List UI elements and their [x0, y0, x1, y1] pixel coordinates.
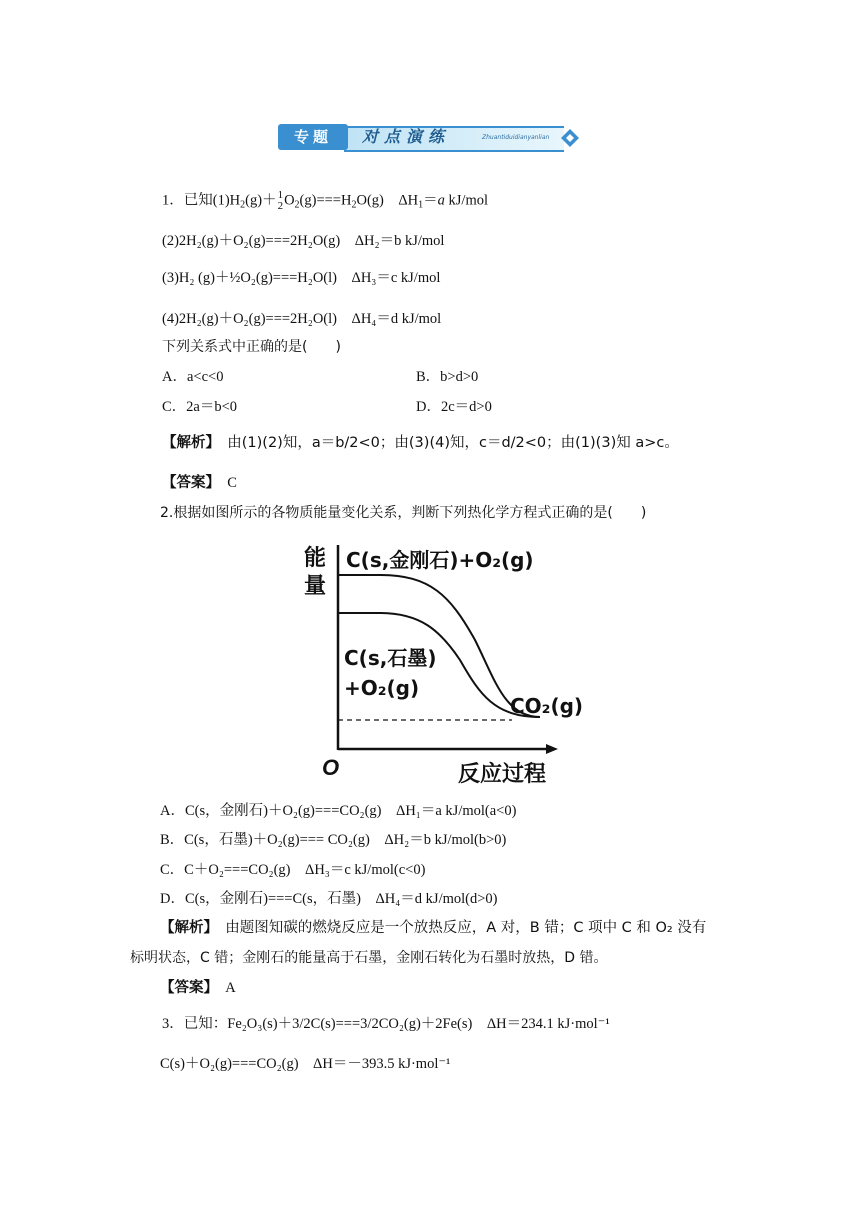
analysis-label: 【解析】	[160, 920, 211, 936]
graphite-label-1: C(s,石墨)	[344, 646, 437, 670]
banner-title: 对点演练	[362, 127, 451, 146]
banner-tag: 专题	[278, 124, 348, 150]
energy-chart	[300, 535, 590, 790]
fraction: 1 2	[277, 189, 284, 212]
answer-label: 【答案】	[162, 475, 213, 491]
q2-answer	[160, 978, 236, 998]
x-axis-arrow	[546, 744, 558, 754]
q1-eq3: (3)H₂ (g)＋½O₂(g)===H₂O(l) ΔH₃＝c kJ/mol	[162, 270, 441, 286]
origin-label: O	[322, 755, 340, 780]
q2-option-d: D．C(s，金刚石)===C(s，石墨) ΔH₄＝d kJ/mol(d>0)	[160, 891, 498, 907]
q2-option-b: B．C(s，石墨)＋O₂(g)=== CO₂(g) ΔH₂＝b kJ/mol(b>0)	[160, 832, 507, 848]
answer-label: 【答案】	[160, 980, 211, 996]
section-banner	[278, 124, 582, 152]
q1-answer	[162, 473, 237, 493]
y-axis-label-1: 能	[304, 546, 327, 571]
q1-eq1: 1．已知$(1)H_2(g)+$ 1 2 $O_2(g)===H_2O(g)$ $\Delta H_1=a$ kJ/mol	[162, 189, 489, 212]
q2-question: 2.根据如图所示的各物质能量变化关系，判断下列热化学方程式正确的是( )	[160, 505, 647, 521]
x-axis-label: 反应过程	[458, 762, 547, 787]
q2-analysis-line2: 标明状态，C 错；金刚石的能量高于石墨，金刚石转化为石墨时放热，D 错。	[130, 950, 608, 966]
answer-value: C	[227, 475, 237, 491]
analysis-text: 由(1)(2)知，a＝b/2<0；由(3)(4)知，c＝d/2<0；由(1)(3)知 a>c。	[227, 435, 679, 451]
q1-option-c: C．2a＝b<0	[162, 399, 238, 415]
q1-eq4: (4)2H₂(g)＋O₂(g)===2H₂O(l) ΔH₄＝d kJ/mol	[162, 311, 442, 327]
q1-option-a: A．a<c<0	[162, 369, 224, 385]
q1-question: 下列关系式中正确的是( )	[162, 339, 341, 355]
q3-line1: 3．已知：Fe₂O₃(s)＋3/2C(s)===3/2CO₂(g)＋2Fe(s) ΔH＝234.1 kJ·mol⁻¹	[162, 1016, 610, 1032]
q1-eq2: (2)2H₂(g)＋O₂(g)===2H₂O(g) ΔH₂＝b kJ/mol	[162, 233, 445, 249]
analysis-label: 【解析】	[162, 435, 213, 451]
q1-option-d: D．2c＝d>0	[416, 399, 492, 415]
q1-option-b: B．b>d>0	[416, 369, 479, 385]
diamond-label: C(s,金刚石)+O₂(g)	[346, 548, 534, 572]
graphite-label-2: +O₂(g)	[344, 676, 420, 700]
y-axis-label-2: 量	[304, 574, 327, 599]
co2-label: CO₂(g)	[510, 694, 584, 718]
q1-analysis	[162, 433, 679, 453]
q2-option-c: C．C＋O₂===CO₂(g) ΔH₃＝c kJ/mol(c<0)	[160, 862, 426, 878]
banner-subtitle: Zhuantiduidianyanlian	[482, 134, 550, 141]
diamond-arrow-icon	[560, 128, 580, 148]
answer-value: A	[225, 980, 236, 996]
q2-option-a: A．C(s，金刚石)＋O₂(g)===CO₂(g) ΔH₁＝a kJ/mol(a<0)	[160, 803, 517, 819]
q3-line2: C(s)＋O₂(g)===CO₂(g) ΔH＝－393.5 kJ·mol⁻¹	[160, 1056, 451, 1072]
analysis-text: 由题图知碳的燃烧反应是一个放热反应，A 对，B 错；C 项中 C 和 O₂ 没有	[225, 920, 707, 936]
q2-analysis-line1	[160, 918, 706, 938]
q1-number: 1．已知	[162, 192, 213, 209]
